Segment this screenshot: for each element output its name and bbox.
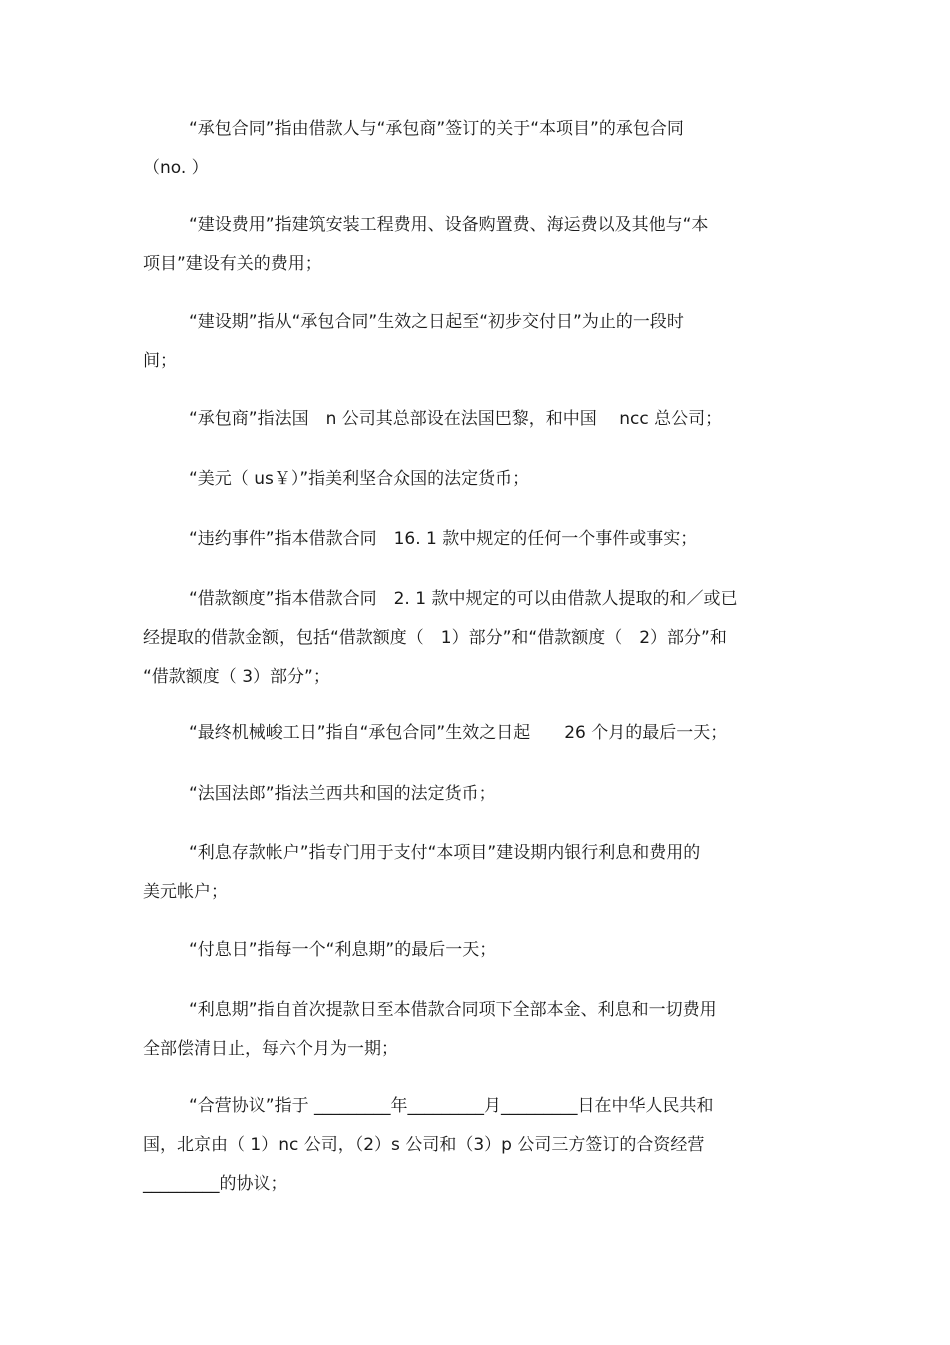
definition-interest-period (143, 991, 803, 1069)
definition-construction-period (143, 303, 803, 381)
definition-joint-venture-agreement (143, 1087, 803, 1204)
definition-line: “合营协议”指于 _________年_________月_________日在中华人民共和 (189, 1096, 714, 1116)
definition-construction-cost (143, 206, 803, 284)
definition-line: 经提取的借款金额，包括“借款额度（ 1）部分”和“借款额度（ 2）部分”和 (143, 628, 727, 648)
definition-line: “借款额度”指本借款合同 2. 1 款中规定的可以由借款人提取的和／或已 (189, 589, 738, 609)
definition-contract (143, 110, 803, 188)
definition-line: （no. ） (143, 158, 209, 178)
definition-usd (143, 460, 803, 499)
definition-line: “利息期”指自首次提款日至本借款合同项下全部本金、利息和一切费用 (189, 1000, 717, 1020)
definition-french-franc (143, 775, 803, 814)
definition-line: “违约事件”指本借款合同 16. 1 款中规定的任何一个事件或事实； (189, 529, 698, 549)
definition-line: “最终机械峻工日”指自“承包合同”生效之日起 26 个月的最后一天； (189, 723, 728, 743)
definition-line: “美元（ us￥）”指美利坚合众国的法定货币； (189, 469, 530, 489)
definition-line: “付息日”指每一个“利息期”的最后一天； (189, 940, 497, 960)
definition-line: “利息存款帐户”指专门用于支付“本项目”建设期内银行利息和费用的 (189, 843, 701, 863)
definition-final-mechanical-completion (143, 714, 803, 753)
definition-line: “建设费用”指建筑安装工程费用、设备购置费、海运费以及其他与“本 (189, 215, 709, 235)
definition-line: “承包商”指法国 n 公司其总部设在法国巴黎，和中国 ncc 总公司； (189, 409, 723, 429)
definition-line: “承包合同”指由借款人与“承包商”签订的关于“本项目”的承包合同 (189, 119, 684, 139)
definition-interest-deposit-account (143, 834, 803, 912)
definition-line: 美元帐户； (143, 882, 228, 902)
definition-interest-payment-date (143, 931, 803, 970)
definition-event-of-default (143, 520, 803, 559)
definition-line: “建设期”指从“承包合同”生效之日起至“初步交付日”为止的一段时 (189, 312, 684, 332)
definition-line: _________的协议； (143, 1174, 288, 1194)
definition-line: 全部偿清日止，每六个月为一期； (143, 1039, 398, 1059)
definition-line: 间； (143, 351, 177, 371)
definition-line: “法国法郎”指法兰西共和国的法定货币； (189, 784, 496, 804)
definition-loan-facility (143, 580, 803, 697)
definition-line: “借款额度（ 3）部分”； (143, 667, 330, 687)
definition-line: 国，北京由（ 1）nc 公司，（2）s 公司和（3）p 公司三方签订的合资经营 (143, 1135, 705, 1155)
definition-contractor (143, 400, 803, 439)
definition-line: 项目”建设有关的费用； (143, 254, 322, 274)
